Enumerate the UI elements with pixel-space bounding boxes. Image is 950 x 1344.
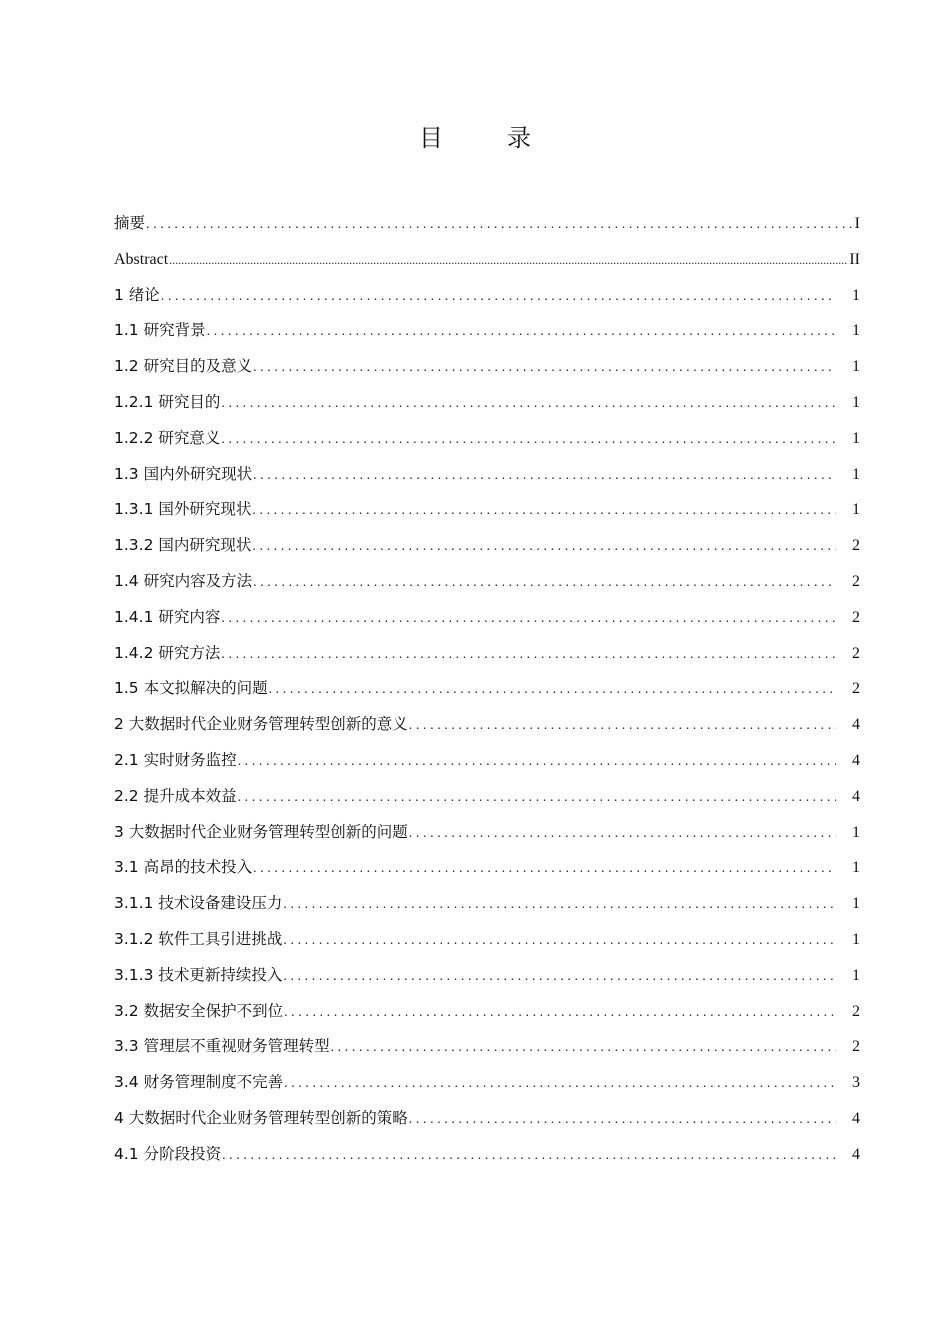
toc-page-number: 1: [852, 966, 860, 984]
toc-page-number: 1: [852, 859, 860, 877]
toc-entry-label: 3.1 高昂的技术投入: [114, 858, 253, 877]
toc-entry-label: 1.5 本文拟解决的问题: [114, 679, 268, 698]
toc-entry[interactable]: [114, 958, 860, 994]
toc-entry[interactable]: [114, 707, 860, 743]
toc-dot-leader: [161, 279, 836, 314]
toc-entry[interactable]: [114, 994, 860, 1030]
toc-entry-label: 2.1 实时财务监控: [114, 750, 237, 769]
toc-entry[interactable]: [114, 278, 860, 314]
toc-page-number: 1: [852, 429, 860, 447]
toc-page-number: 1: [852, 322, 860, 340]
toc-entry-label: 1.3.1 国外研究现状: [114, 500, 252, 519]
toc-page-number: 1: [852, 930, 860, 948]
toc-dot-leader: [221, 637, 836, 672]
toc-entry-label: 3.1.3 技术更新持续投入: [114, 965, 283, 984]
toc-entry-label: 1.2.1 研究目的: [114, 392, 221, 411]
toc-page-number: 4: [852, 751, 860, 769]
toc-dot-leader: [221, 386, 836, 421]
toc-entry[interactable]: [114, 636, 860, 672]
toc-page-number: 2: [852, 680, 860, 698]
toc-entry[interactable]: [114, 850, 860, 886]
toc-entry-label: 1 绪论: [114, 285, 160, 304]
toc-entry[interactable]: [114, 922, 860, 958]
toc-dot-leader: [207, 314, 836, 349]
toc-entry-label: 3.2 数据安全保护不到位: [114, 1001, 284, 1020]
toc-dot-leader: [238, 780, 836, 815]
toc-entry[interactable]: [114, 779, 860, 815]
toc-entry-label: 1.4 研究内容及方法: [114, 571, 253, 590]
toc-page-number: 1: [852, 465, 860, 483]
toc-page-number: 1: [852, 501, 860, 519]
toc-entry[interactable]: [114, 1101, 860, 1137]
toc-entry-label: 4.1 分阶段投资: [114, 1144, 222, 1163]
toc-entry[interactable]: [114, 492, 860, 528]
toc-entry[interactable]: [114, 1137, 860, 1173]
toc-page-number: 1: [852, 823, 860, 841]
toc-dot-leader: [238, 744, 836, 779]
toc-dot-leader: [222, 1138, 836, 1173]
toc-entry-label: 1.3.2 国内研究现状: [114, 536, 252, 555]
toc-entry-label: 3.4 财务管理制度不完善: [114, 1073, 284, 1092]
toc-entry-label: 3.3 管理层不重视财务管理转型: [114, 1037, 330, 1056]
toc-page-number: 1: [852, 358, 860, 376]
toc-dot-leader: [252, 529, 836, 564]
toc-entry[interactable]: [114, 313, 860, 349]
toc-entry[interactable]: [114, 528, 860, 564]
toc-dot-leader: [283, 959, 836, 994]
toc-entry-label: 2 大数据时代企业财务管理转型创新的意义: [114, 715, 408, 734]
toc-dot-leader: [253, 851, 836, 886]
toc-entry[interactable]: [114, 886, 860, 922]
toc-entry[interactable]: [114, 671, 860, 707]
toc-entry-label: 3.1.1 技术设备建设压力: [114, 894, 283, 913]
toc-page-number: 2: [852, 537, 860, 555]
toc-entry-label: 1.4.1 研究内容: [114, 607, 221, 626]
toc-dot-leader: [409, 816, 836, 851]
toc-entry-label: 2.2 提升成本效益: [114, 786, 237, 805]
toc-page-number: 4: [852, 787, 860, 805]
toc-entry[interactable]: [114, 385, 860, 421]
toc-dot-leader: [169, 243, 847, 278]
toc-entry-label: 4 大数据时代企业财务管理转型创新的策略: [114, 1108, 408, 1127]
toc-page-number: 1: [852, 895, 860, 913]
toc-dot-leader: [409, 708, 836, 743]
toc-dot-leader: [221, 422, 836, 457]
toc-entry[interactable]: [114, 421, 860, 457]
toc-page-number: 3: [852, 1074, 860, 1092]
toc-page-number: 4: [852, 716, 860, 734]
toc-page-number: 2: [852, 644, 860, 662]
toc-entry[interactable]: [114, 564, 860, 600]
toc-page-number: 2: [852, 1002, 860, 1020]
toc-entry-label: 1.3 国内外研究现状: [114, 464, 253, 483]
toc-entry-label: 摘要: [114, 214, 146, 232]
toc-page-number: I: [854, 215, 860, 232]
toc-entry-label: 1.4.2 研究方法: [114, 643, 221, 662]
toc-dot-leader: [146, 207, 853, 242]
table-of-contents: [114, 206, 860, 1173]
toc-entry[interactable]: [114, 1029, 860, 1065]
toc-dot-leader: [253, 565, 836, 600]
toc-page-number: 2: [852, 1038, 860, 1056]
toc-dot-leader: [221, 601, 836, 636]
toc-page-number: 2: [852, 572, 860, 590]
toc-dot-leader: [252, 493, 836, 528]
toc-page-number: II: [849, 250, 860, 268]
toc-entry[interactable]: [114, 815, 860, 851]
toc-entry[interactable]: [114, 349, 860, 385]
toc-entry-label: Abstract: [114, 250, 169, 268]
toc-entry-label: 3 大数据时代企业财务管理转型创新的问题: [114, 822, 408, 841]
toc-entry-label: 1.2.2 研究意义: [114, 428, 221, 447]
toc-dot-leader: [409, 1102, 836, 1137]
toc-dot-leader: [269, 672, 836, 707]
toc-dot-leader: [284, 1066, 836, 1101]
toc-dot-leader: [253, 458, 836, 493]
toc-dot-leader: [253, 350, 836, 385]
toc-page-number: 1: [852, 393, 860, 411]
toc-entry-label: 3.1.2 软件工具引进挑战: [114, 929, 283, 948]
toc-page-number: 4: [852, 1145, 860, 1163]
toc-entry-label: 1.2 研究目的及意义: [114, 357, 253, 376]
toc-dot-leader: [283, 923, 836, 958]
toc-dot-leader: [284, 995, 836, 1030]
toc-entry[interactable]: [114, 457, 860, 493]
toc-entry[interactable]: [114, 1065, 860, 1101]
page-title: 目 录: [419, 124, 551, 152]
toc-page-number: 2: [852, 608, 860, 626]
toc-entry[interactable]: [114, 206, 860, 242]
toc-page-number: 4: [852, 1109, 860, 1127]
toc-entry[interactable]: [114, 242, 860, 278]
toc-entry-label: 1.1 研究背景: [114, 321, 206, 340]
toc-dot-leader: [331, 1030, 836, 1065]
toc-entry[interactable]: [114, 743, 860, 779]
toc-dot-leader: [283, 887, 836, 922]
toc-entry[interactable]: [114, 600, 860, 636]
toc-page-number: 1: [852, 286, 860, 304]
